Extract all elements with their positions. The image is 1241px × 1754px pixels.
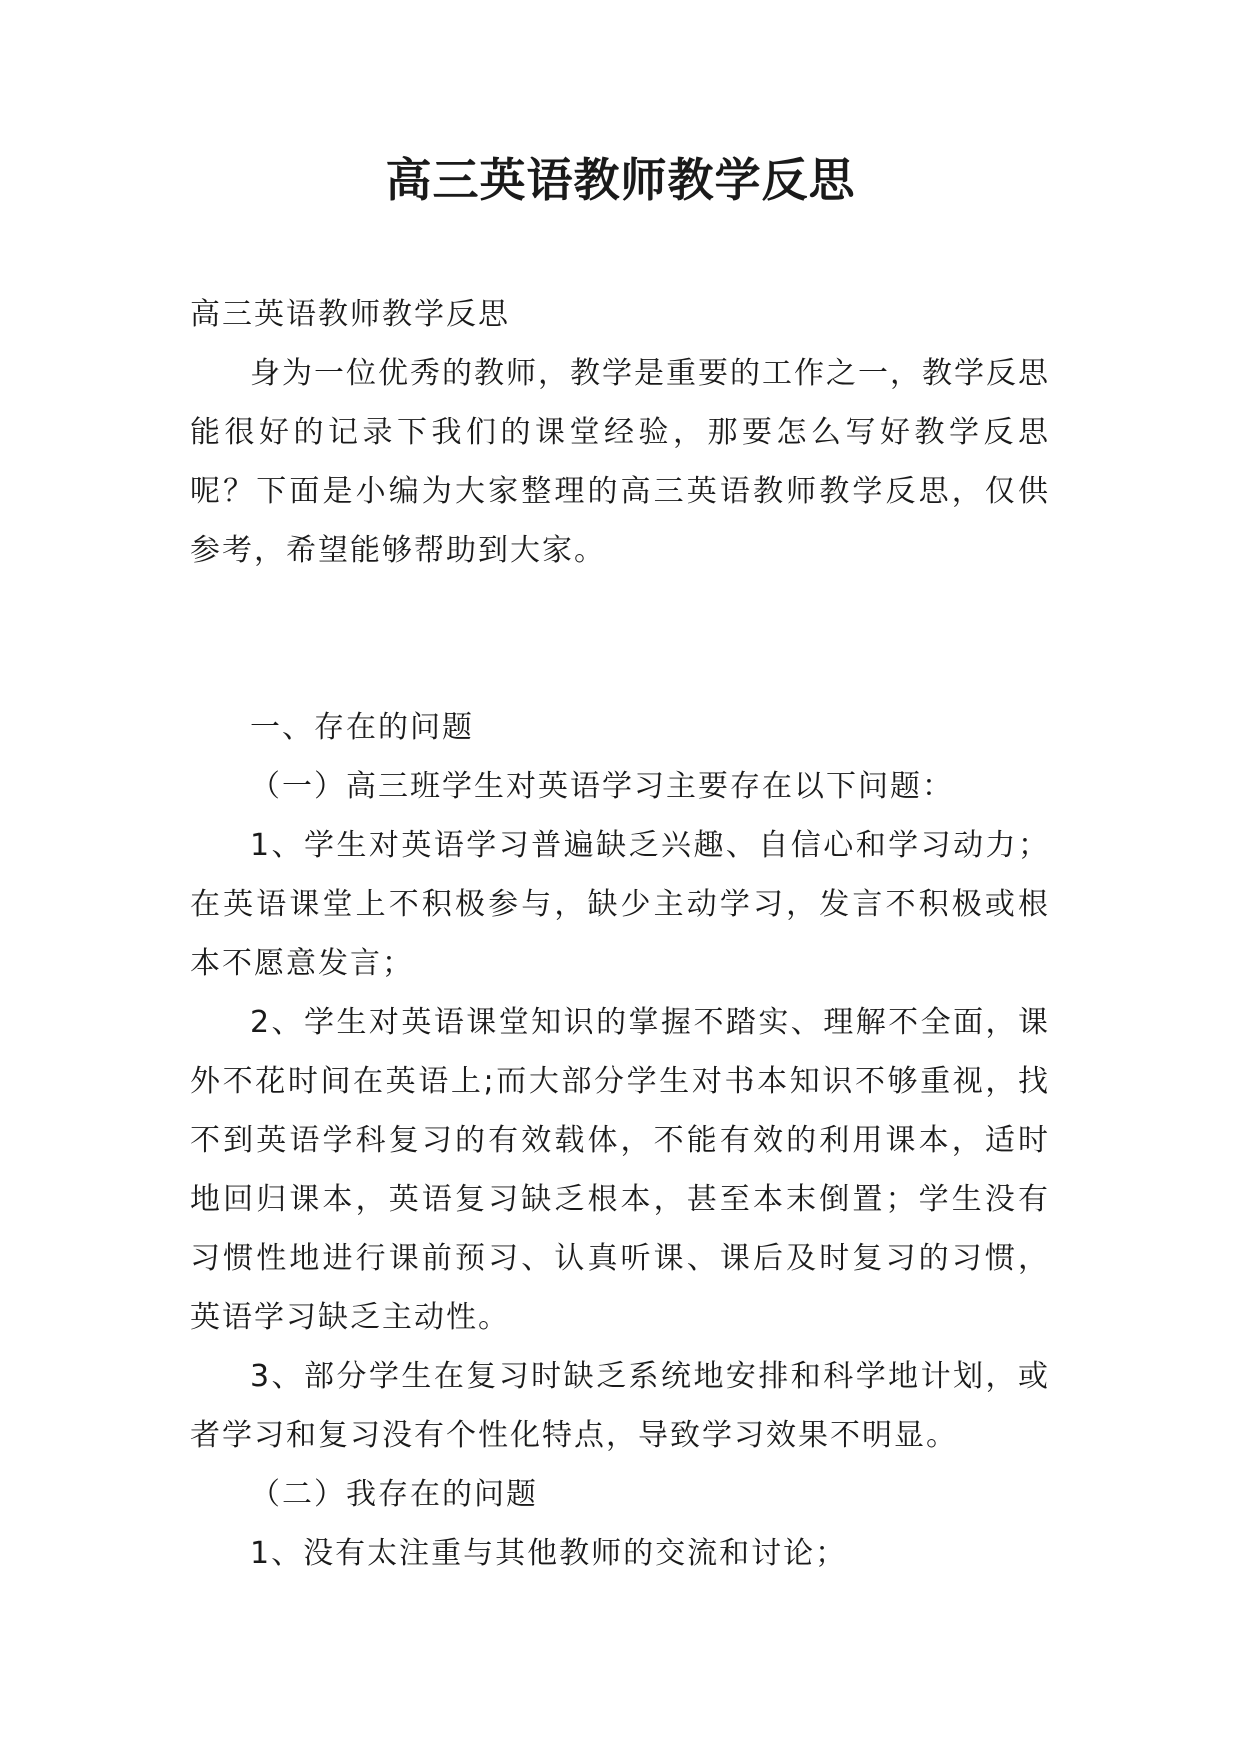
intro-paragraph: 身为一位优秀的教师，教学是重要的工作之一，教学反思能很好的记录下我们的课堂经验，那要怎么写好教学反思呢？下面是小编为大家整理的高三英语教师教学反思，仅供参考，希望能够帮助到大家。 bbox=[190, 356, 1050, 568]
subsection-heading-2: （二）我存在的问题 bbox=[250, 1477, 538, 1512]
problem-item-2: 2、学生对英语课堂知识的掌握不踏实、理解不全面，课外不花时间在英语上;而大部分学生对书本知识不够重视，找不到英语学科复习的有效载体，不能有效的利用课本，适时地回归课本，英语复习缺乏根本，甚至本末倒置；学生没有习惯性地进行课前预习、认真听课、课后及时复习的习惯，英语学习缺乏主动性。 bbox=[190, 1005, 1050, 1335]
document-subtitle: 高三英语教师教学反思 bbox=[190, 297, 510, 332]
teacher-problem-item-1: 1、没有太注重与其他教师的交流和讨论； bbox=[250, 1536, 848, 1571]
paragraph-spacer bbox=[190, 580, 1050, 698]
problem-item-3: 3、部分学生在复习时缺乏系统地安排和科学地计划，或者学习和复习没有个性化特点，导致学习效果不明显。 bbox=[190, 1359, 1050, 1453]
document-title: 高三英语教师教学反思 bbox=[385, 153, 856, 207]
problem-item-1: 1、学生对英语学习普遍缺乏兴趣、自信心和学习动力；在英语课堂上不积极参与，缺少主动学习，发言不积极或根本不愿意发言； bbox=[190, 828, 1050, 981]
section-heading: 一、存在的问题 bbox=[250, 710, 474, 745]
subsection-heading: （一）高三班学生对英语学习主要存在以下问题： bbox=[250, 769, 954, 804]
document-body bbox=[190, 285, 1050, 1583]
